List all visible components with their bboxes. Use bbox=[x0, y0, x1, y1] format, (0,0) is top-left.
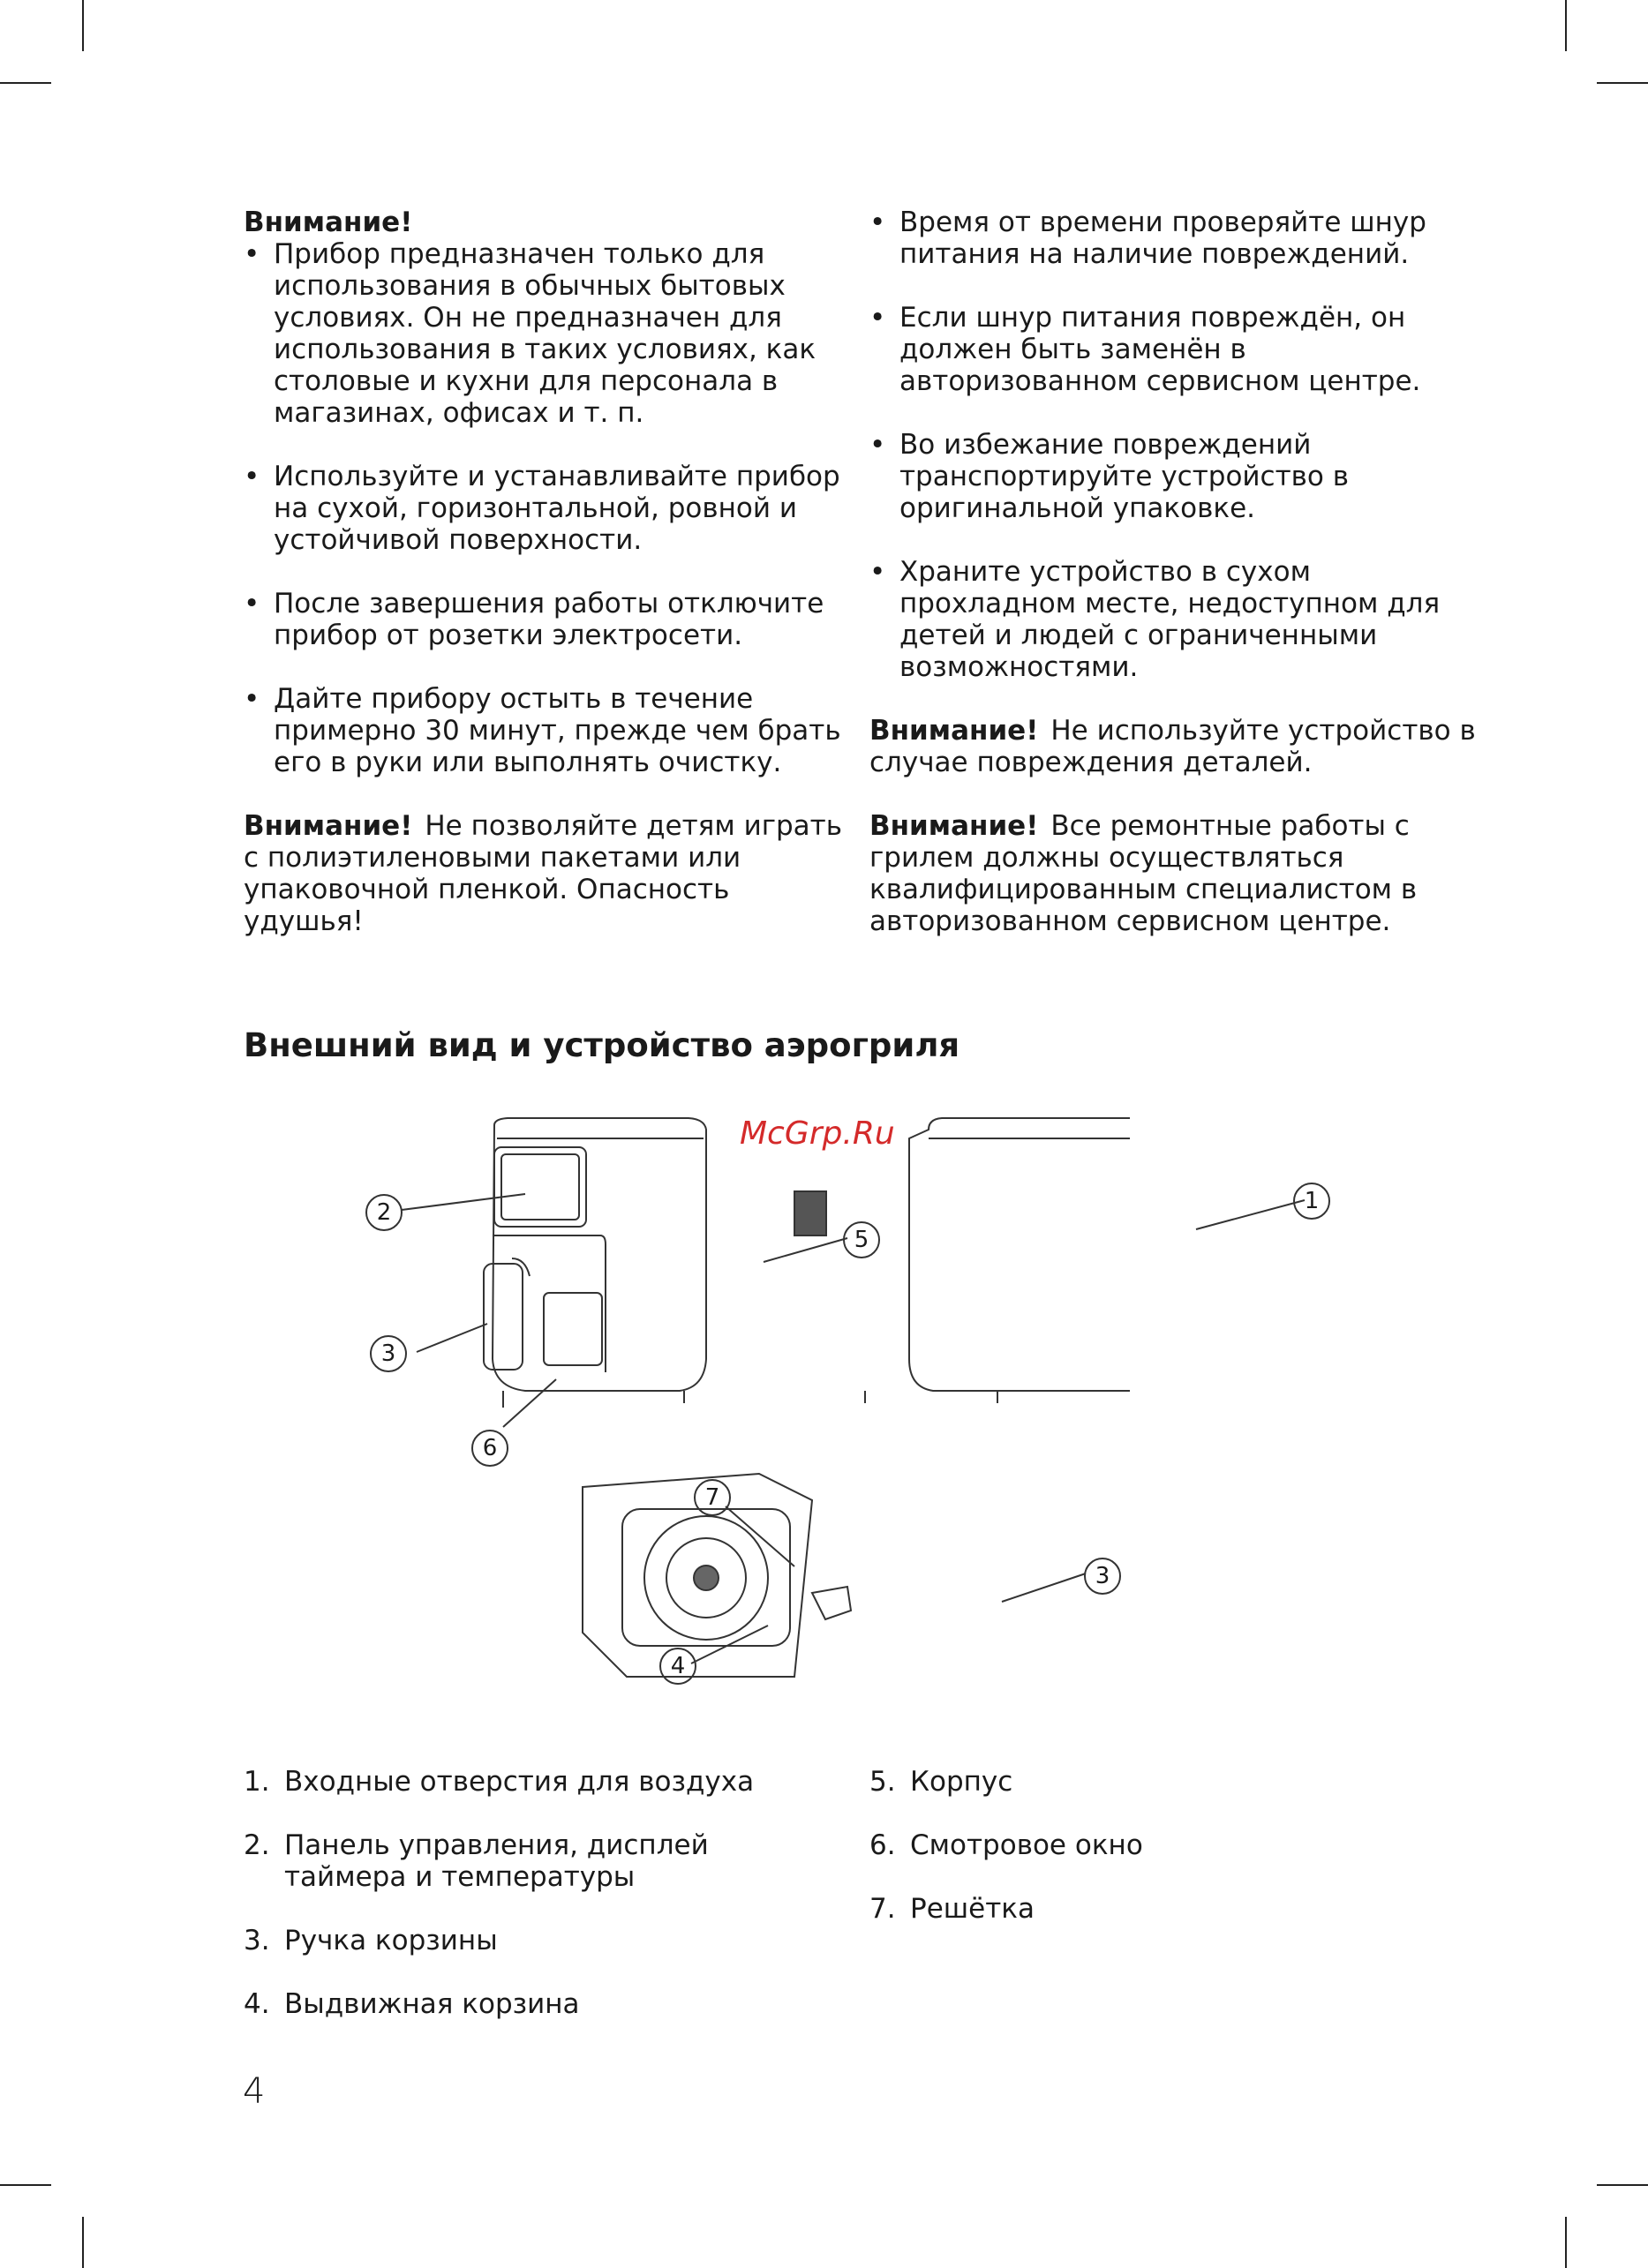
warning-text: Не позволяйте детям играть с полиэтиленовыми пакетами или упаковочной пленкой. Опасность удушья! bbox=[244, 810, 843, 937]
legend-text: Входные отверстия для воздуха bbox=[284, 1766, 755, 1798]
warning-lead: Внимание! bbox=[244, 810, 413, 842]
legend-text: Ручка корзины bbox=[284, 1925, 498, 1956]
legend-text: Смотровое окно bbox=[910, 1829, 1143, 1861]
legend-item bbox=[244, 1988, 862, 2020]
legend-item bbox=[869, 1766, 1399, 1798]
warning-text: Все ремонтные работы с грилем должны осуществляться квалифицированным специалистом в авторизованном сервисном центре. bbox=[869, 810, 1418, 937]
watermark: McGrp.Ru bbox=[740, 1115, 895, 1152]
legend-text: Выдвижная корзина bbox=[284, 1988, 580, 2020]
bullet-item: • Во избежание повреждений транспортируйте устройство в оригинальной упаковке. bbox=[869, 429, 1479, 524]
bullet-item: • Используйте и устанавливайте прибор на сухой, горизонтальной, ровной и устойчивой поверхности. bbox=[244, 461, 853, 556]
legend-number: 5. bbox=[869, 1766, 896, 1798]
legend-item bbox=[244, 1766, 862, 1798]
legend-number: 6. bbox=[869, 1829, 896, 1861]
legend-number: 4. bbox=[244, 1988, 270, 2020]
callout-number: 5 bbox=[843, 1221, 880, 1258]
legend-number: 7. bbox=[869, 1893, 896, 1925]
callout-number: 1 bbox=[1293, 1183, 1330, 1220]
legend-item bbox=[869, 1893, 1399, 1925]
callout-number: 2 bbox=[365, 1194, 403, 1231]
legend-item bbox=[244, 1925, 862, 1956]
legend-number: 2. bbox=[244, 1829, 270, 1861]
bullet-item: • Прибор предназначен только для использования в обычных бытовых условиях. Он не предназначен для использования в таких условиях, как столовые и кухни для персонала в магазинах, офисах и т. п. bbox=[244, 238, 853, 429]
bullet-item: • Если шнур питания повреждён, он должен быть заменён в авторизованном сервисном центре. bbox=[869, 302, 1479, 397]
callout-number: 6 bbox=[471, 1430, 508, 1467]
bullet-item: • Храните устройство в сухом прохладном месте, недоступном для детей и людей с ограниченными возможностями. bbox=[869, 556, 1479, 683]
bullet-item: • Время от времени проверяйте шнур питания на наличие повреждений. bbox=[869, 207, 1479, 270]
callout-number: 4 bbox=[659, 1648, 696, 1685]
legend-text: Корпус bbox=[910, 1766, 1013, 1798]
legend-right bbox=[869, 1766, 1399, 1956]
warning-heading: Внимание! bbox=[244, 207, 413, 238]
warning-lead: Внимание! bbox=[869, 810, 1039, 842]
legend-item bbox=[244, 1829, 862, 1893]
warning-lead: Внимание! bbox=[869, 715, 1039, 747]
page-number: 4 bbox=[243, 2071, 266, 2112]
bullet-item: • Дайте прибору остыть в течение примерно 30 минут, прежде чем брать его в руки или выполнять очистку. bbox=[244, 683, 853, 778]
legend-number: 3. bbox=[244, 1925, 270, 1956]
bullet-item: • После завершения работы отключите прибор от розетки электросети. bbox=[244, 588, 853, 651]
warning-text: Не используйте устройство в случае повреждения деталей. bbox=[869, 715, 1476, 778]
legend-text: Панель управления, дисплей таймера и температуры bbox=[284, 1829, 709, 1893]
callout-number: 3 bbox=[1084, 1558, 1121, 1595]
callout-number: 7 bbox=[694, 1479, 731, 1516]
legend-text: Решётка bbox=[910, 1893, 1035, 1925]
section-title: Внешний вид и устройство аэрогриля bbox=[244, 1026, 960, 1064]
legend-number: 1. bbox=[244, 1766, 270, 1798]
callout-number: 3 bbox=[370, 1335, 407, 1372]
legend-item bbox=[869, 1829, 1399, 1861]
legend-left bbox=[244, 1766, 862, 2052]
